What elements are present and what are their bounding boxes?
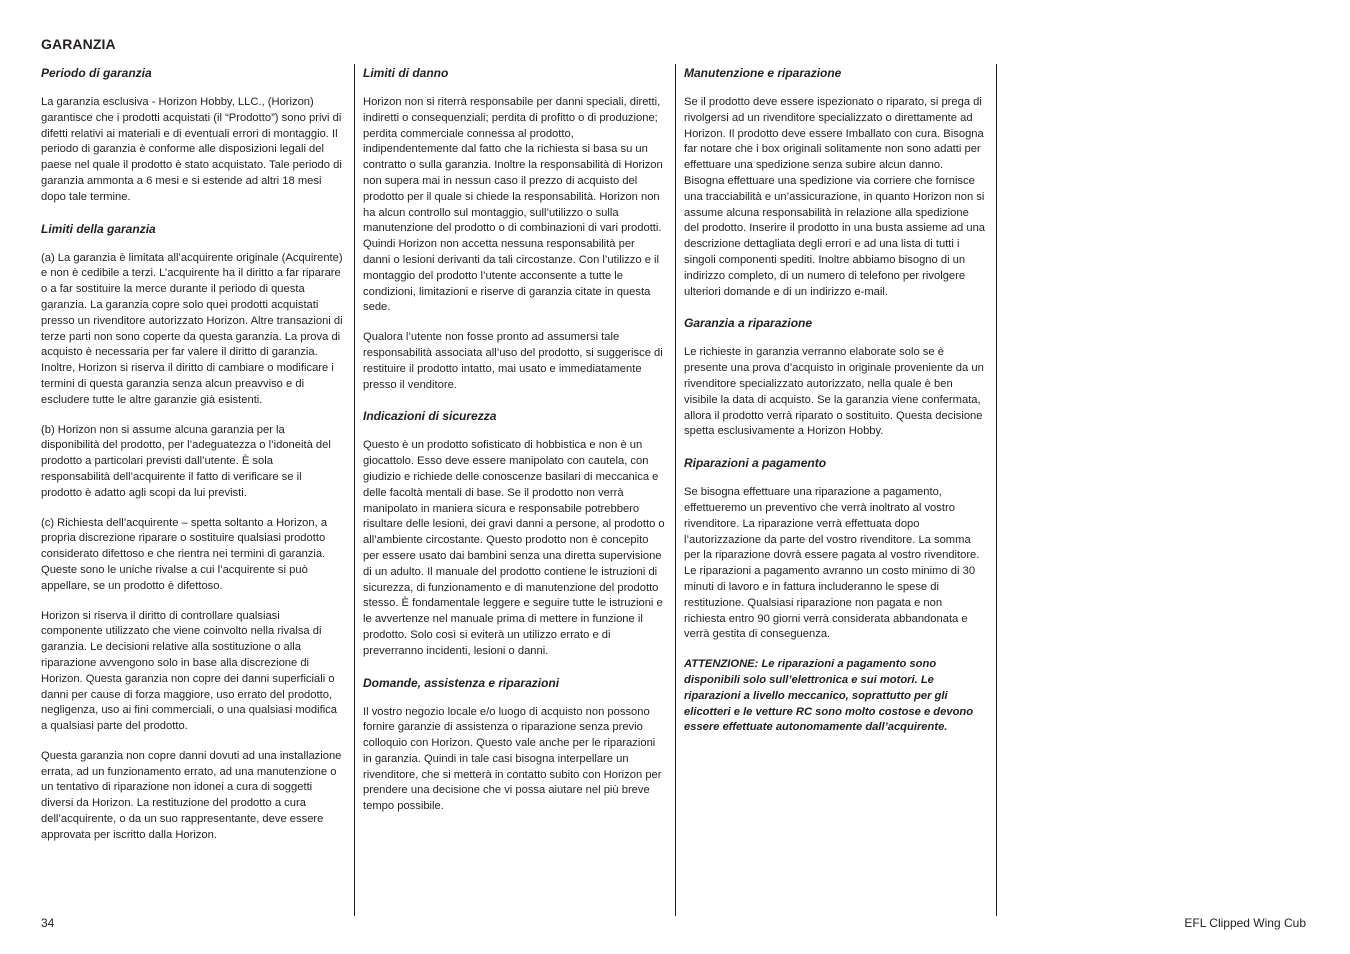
- column-1: [41, 64, 343, 858]
- column-divider: [354, 64, 355, 916]
- paragraph: Se il prodotto deve essere ispezionato o riparato, si prega di rivolgersi ad un rivenditore specializzato o direttamente ad Horizon. Il prodotto deve essere Imballato con cura. Bisogna far notare che i box originali solitamente non sono adatti per effettuare una spedizione senza subire alcun danno. Bisogna effettuare una spedizione via corriere che fornisce una tracciabilità e un’assicurazione, in quanto Horizon non si assume alcuna responsabilità in relazione alla spedizione del prodotto. Inserire il prodotto in una busta assieme ad una descrizione dettagliata degli errori e ad una lista di tutti i singoli componenti spediti. Inoltre abbiamo bisogno di un indirizzo completo, di un numero di telefono per rivolgere ulteriori domande e di un indirizzo e-mail.: [684, 96, 986, 298]
- footer-product-name: EFL Clipped Wing Cub: [1184, 916, 1306, 930]
- section-heading-riparazioni-a-pagamento: Riparazioni a pagamento: [684, 456, 827, 471]
- page-title: GARANZIA: [41, 36, 116, 52]
- section-heading-manutenzione-e-riparazione: Manutenzione e riparazione: [684, 66, 842, 80]
- column-2: [363, 64, 665, 829]
- section-heading-periodo-di-garanzia: Periodo di garanzia: [41, 66, 152, 80]
- column-divider: [675, 64, 676, 916]
- column-divider: [996, 64, 997, 916]
- section-heading-limiti-di-danno: Limiti di danno: [363, 66, 449, 80]
- paragraph: Se bisogna effettuare una riparazione a pagamento, effettueremo un preventivo che verrà inoltrato al vostro rivenditore. La riparazione verrà effettuata dopo l’autorizzazione da parte del vostro rivenditore. La somma per la riparazione dovrà essere pagata al vostro rivenditore. Le riparazioni a pagamento avranno un costo minimo di 30 minuti di lavoro e in fattura includeranno le spese di restituzione. Qualsiasi riparazione non pagata e non richiesta entro 90 giorni verrà considerata abbandonata e verrà gestita di conseguenza.: [684, 486, 980, 641]
- warning-note: ATTENZIONE: Le riparazioni a pagamento sono disponibili solo sull’elettronica e sui motori. Le riparazioni a livello meccanico, soprattutto per gli elicotteri e le vetture RC sono molto costose e devono essere effettuate autonomamente dall’acquirente.: [684, 658, 974, 734]
- paragraph: (a) La garanzia è limitata all’acquirente originale (Acquirente) e non è cedibile a terzi. L’acquirente ha il diritto a far riparare o a far sostituire la merce durante il periodo di questa garanzia. La garanzia copre solo quei prodotti acquistati presso un rivenditore autorizzato Horizon. Altre transazioni di terze parti non sono coperte da questa garanzia. La prova di acquisto è necessaria per far valere il diritto di garanzia. Inoltre, Horizon si riserva il diritto di cambiare o modificare i termini di questa garanzia senza alcun preavviso e di escludere tutte le altre garanzie già esistenti.: [41, 251, 343, 406]
- section-heading-limiti-della-garanzia: Limiti della garanzia: [41, 221, 156, 236]
- paragraph: Qualora l’utente non fosse pronto ad assumersi tale responsabilità associata all’uso del prodotto, si suggerisce di restituire il prodotto intatto, mai usato e immediatamente presso il venditore.: [363, 331, 663, 391]
- paragraph: Il vostro negozio locale e/o luogo di acquisto non possono fornire garanzie di assistenza o riparazione senza previo colloquio con Horizon. Questo vale anche per le riparazioni in garanzia. Quindi in tale casi bisogna interpellare un rivenditore, che si metterà in contatto subito con Horizon per prendere una decisione che vi possa aiutare nel più breve tempo possibile.: [363, 705, 662, 813]
- paragraph: (c) Richiesta dell’acquirente – spetta soltanto a Horizon, a propria discrezione riparare o sostituire qualsiasi prodotto considerato difettoso e che rientra nei termini di garanzia. Queste sono le uniche rivalse a cui l’acquirente si può appellare, se un prodotto è difettoso.: [41, 516, 328, 592]
- section-heading-garanzia-a-riparazione: Garanzia a riparazione: [684, 316, 813, 331]
- paragraph: Le richieste in garanzia verranno elaborate solo se è presente una prova d’acquisto in originale proveniente da un rivenditore specializzato autorizzato, nella quale è ben visibile la data di acquisto. Se la garanzia viene confermata, allora il prodotto verrà riparato o sostituito. Questa decisione spetta esclusivamente a Horizon Hobby.: [684, 346, 984, 438]
- section-heading-domande-assistenza: Domande, assistenza e riparazioni: [363, 675, 560, 690]
- page-number: 34: [41, 916, 55, 930]
- paragraph: Horizon si riserva il diritto di controllare qualsiasi componente utilizzato che viene coinvolto nella rivalsa di garanzia. Le decisioni relative alla sostituzione o alla riparazione avvengono solo in base alla discrezione di Horizon. Questa garanzia non copre dei danni superficiali o danni per cause di forza maggiore, uso errato del prodotto, negligenza, uso ai fini commerciali, o una qualsiasi modifica a qualsiasi parte del prodotto.: [41, 609, 337, 733]
- paragraph: Questo è un prodotto sofisticato di hobbistica e non è un giocattolo. Esso deve essere manipolato con cautela, con giudizio e richiede delle conoscenze basilari di meccanica e delle facoltà mentali di base. Se il prodotto non verrà manipolato in maniera sicura e responsabile potrebbero risultare delle lesioni, dei gravi danni a persone, al prodotto o all’ambiente circostante. Questo prodotto non è concepito per essere usato dai bambini senza una diretta supervisione di un adulto. Il manuale del prodotto contiene le istruzioni di sicurezza, di funzionamento e di manutenzione del prodotto stesso. È fondamentale leggere e seguire tutte le istruzioni e le avvertenze nel manuale prima di mettere in funzione il prodotto. Solo così si eviterà un utilizzo errato e di preverranno incidenti, lesioni o danni.: [363, 439, 665, 657]
- section-heading-indicazioni-di-sicurezza: Indicazioni di sicurezza: [363, 409, 497, 424]
- paragraph: Horizon non si riterrà responsabile per danni speciali, diretti, indiretti o consequenziali; perdita di profitto o di produzione; perdita commerciale connessa al prodotto, indipendentemente dal fatto che la richiesta si basa su un contratto o sulla garanzia. Inoltre la responsabilità di Horizon non supera mai in nessun caso il prezzo di acquisto del prodotto per il quale si chiede la responsabilità. Horizon non ha alcun controllo sul montaggio, sull’utilizzo o sulla manutenzione del prodotto o di combinazioni di vari prodotti. Quindi Horizon non accetta nessuna responsabilità per danni o lesioni derivanti da tali circostanze. Con l’utilizzo e il montaggio del prodotto l’utente acconsente a tutte le condizioni, limitazioni e riserve di garanzia citate in questa sede.: [363, 96, 663, 314]
- paragraph: La garanzia esclusiva - Horizon Hobby, LLC., (Horizon) garantisce che i prodotti acquistati (il “Prodotto”) sono privi di difetti relativi ai materiali e di eventuali errori di montaggio. Il periodo di garanzia è conforme alle disposizioni legali del paese nel quale il prodotto è stato acquistato. Tale periodo di garanzia ammonta a 6 mesi e si estende ad altri 18 mesi dopo tale termine.: [41, 96, 342, 203]
- paragraph: Questa garanzia non copre danni dovuti ad una installazione errata, ad un funzionamento errato, ad una manutenzione o un tentativo di riparazione non idonei a cura di soggetti diversi da Horizon. La restituzione del prodotto a cura dell’acquirente, o da un suo rappresentante, deve essere approvata per iscritto dalla Horizon.: [41, 749, 342, 841]
- column-3: [684, 64, 986, 750]
- paragraph: (b) Horizon non si assume alcuna garanzia per la disponibilità del prodotto, per l’adeguatezza o l’idoneità del prodotto a particolari previsti dall’utente. È sola responsabilità dell’acquirente il fatto di verificare se il prodotto è adatto agli scopi da lui previsti.: [41, 423, 331, 499]
